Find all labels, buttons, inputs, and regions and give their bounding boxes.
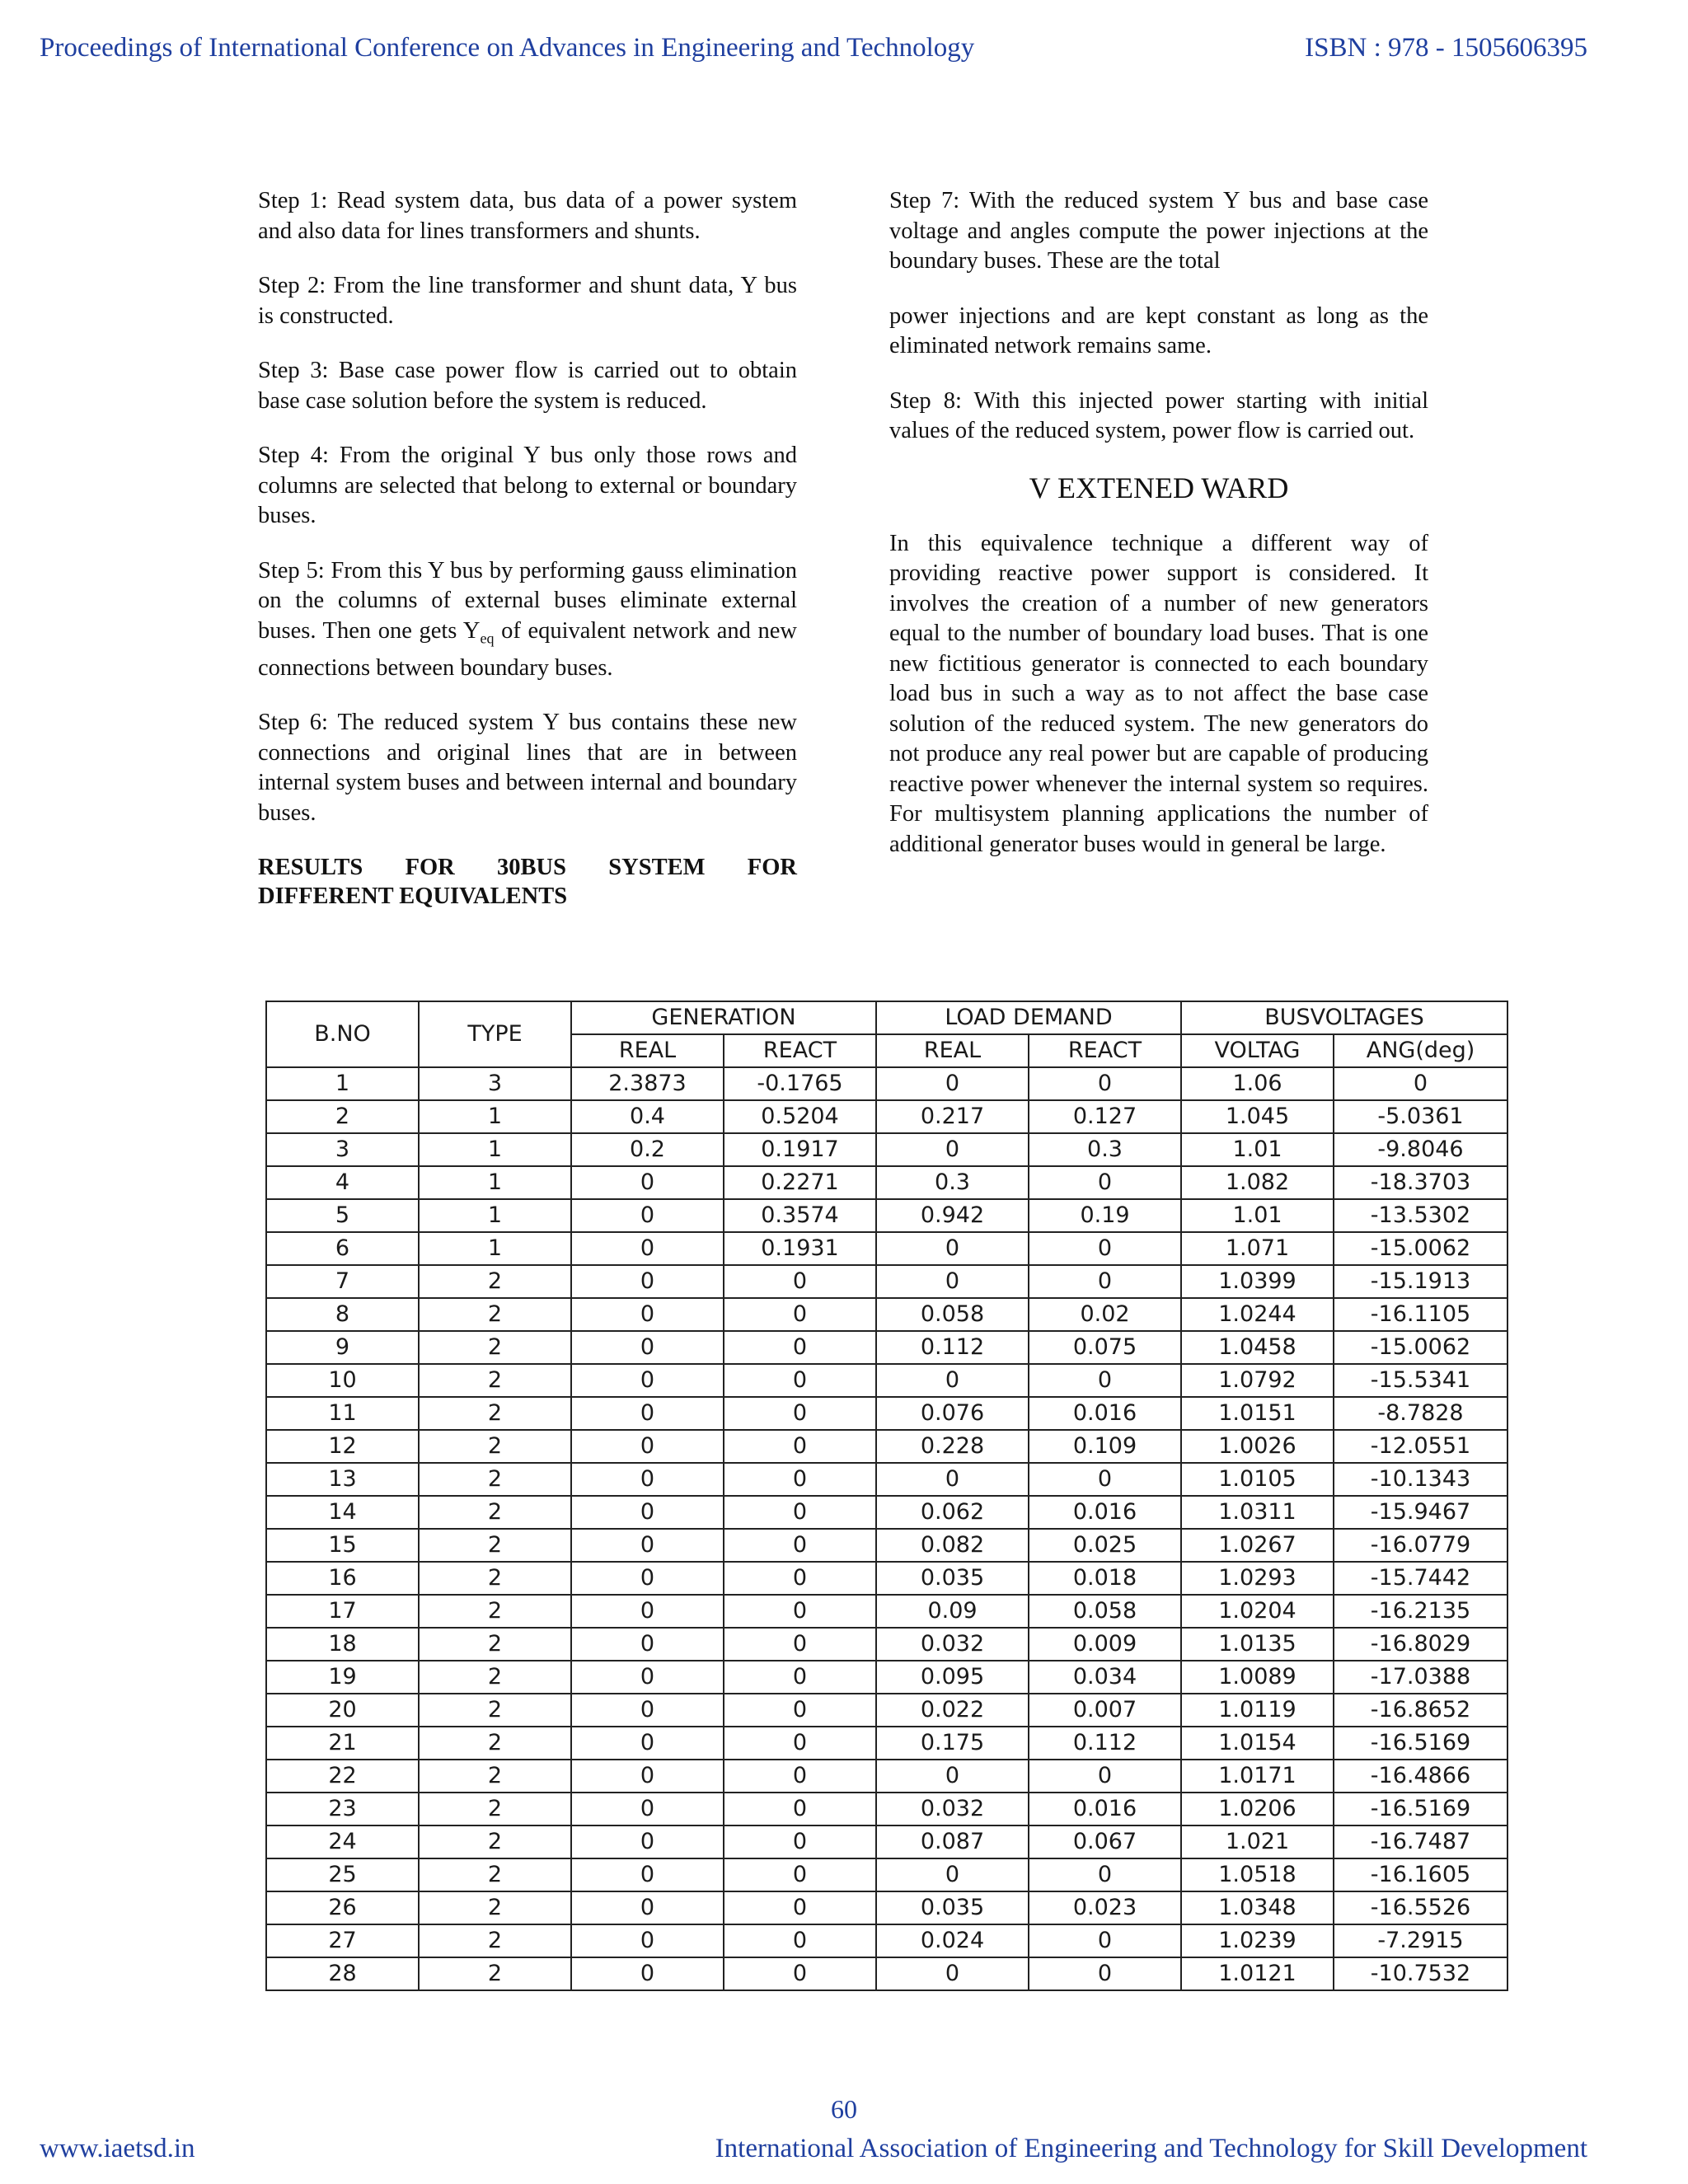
cell-load-real: 0.024 [876, 1924, 1029, 1957]
cell-gen-react: 0 [724, 1957, 876, 1990]
section-body: In this equivalence technique a different way of providing reactive power support is considered. It involves the creation of a number of new generators equal to the number of boundary load buses. That is one new fictitious generator is connected to each boundary load bus in such a way as to not affect the base case solution of the reduced system. The new generators do not produce any real power but are capable of producing reactive power whenever the internal system so requires. For multisystem planning applications the number of additional generator buses would in general be large. [889, 530, 1428, 857]
cell-load-real: 0 [876, 1463, 1029, 1496]
table-body [266, 1067, 1507, 1990]
left-column [258, 186, 797, 911]
cell-load-react: 0 [1029, 1166, 1181, 1199]
cell-bus-no: 20 [266, 1694, 419, 1727]
results-word: SYSTEM [608, 855, 706, 881]
cell-angle: -15.0062 [1334, 1232, 1507, 1265]
cell-gen-real: 0 [571, 1463, 724, 1496]
cell-angle: -15.9467 [1334, 1496, 1507, 1529]
table-row [266, 1100, 1507, 1133]
cell-voltage: 1.0119 [1181, 1694, 1334, 1727]
cell-gen-react: 0 [724, 1595, 876, 1628]
cell-load-real: 0 [876, 1957, 1029, 1990]
footer-website-link[interactable]: www.iaetsd.in [40, 2134, 195, 2163]
cell-bus-no: 23 [266, 1793, 419, 1825]
cell-type: 2 [419, 1364, 571, 1397]
cell-gen-real: 0 [571, 1364, 724, 1397]
table-row [266, 1067, 1507, 1100]
cell-type: 2 [419, 1825, 571, 1858]
step-5-text-a: Step 5: From this Y bus by performing gauss elimination on the columns of external buses eliminate external buses. Then one gets Y [258, 557, 797, 644]
cell-gen-react: 0 [724, 1562, 876, 1595]
cell-load-react: 0.023 [1029, 1891, 1181, 1924]
cell-angle: -9.8046 [1334, 1133, 1507, 1166]
cell-load-react: 0.112 [1029, 1727, 1181, 1760]
cell-load-react: 0.025 [1029, 1529, 1181, 1562]
cell-gen-react: 0.3574 [724, 1199, 876, 1232]
cell-load-real: 0 [876, 1858, 1029, 1891]
cell-bus-no: 21 [266, 1727, 419, 1760]
cell-voltage: 1.082 [1181, 1166, 1334, 1199]
cell-bus-no: 10 [266, 1364, 419, 1397]
cell-gen-real: 0 [571, 1727, 724, 1760]
cell-bus-no: 8 [266, 1298, 419, 1331]
cell-gen-react: 0.5204 [724, 1100, 876, 1133]
cell-bus-no: 13 [266, 1463, 419, 1496]
cell-voltage: 1.0151 [1181, 1397, 1334, 1430]
cell-load-real: 0.228 [876, 1430, 1029, 1463]
table-row [266, 1628, 1507, 1661]
table-row [266, 1562, 1507, 1595]
cell-load-react: 0 [1029, 1858, 1181, 1891]
cell-gen-real: 0 [571, 1496, 724, 1529]
table-row [266, 1529, 1507, 1562]
cell-angle: -8.7828 [1334, 1397, 1507, 1430]
cell-load-react: 0.034 [1029, 1661, 1181, 1694]
cell-gen-react: 0 [724, 1858, 876, 1891]
cell-gen-real: 0.4 [571, 1100, 724, 1133]
cell-gen-react: 0 [724, 1397, 876, 1430]
cell-voltage: 1.0154 [1181, 1727, 1334, 1760]
cell-type: 2 [419, 1331, 571, 1364]
table-row [266, 1891, 1507, 1924]
cell-load-real: 0.035 [876, 1562, 1029, 1595]
cell-angle: -15.5341 [1334, 1364, 1507, 1397]
cell-load-real: 0.032 [876, 1628, 1029, 1661]
cell-angle: -18.3703 [1334, 1166, 1507, 1199]
cell-angle: -16.8652 [1334, 1694, 1507, 1727]
header-bus-voltages: BUSVOLTAGES [1181, 1001, 1507, 1034]
cell-angle: -16.5526 [1334, 1891, 1507, 1924]
header-type: TYPE [419, 1001, 571, 1067]
subheader-gen-react: REACT [724, 1034, 876, 1067]
cell-gen-react: 0 [724, 1628, 876, 1661]
cell-load-real: 0.217 [876, 1100, 1029, 1133]
cell-load-react: 0.016 [1029, 1496, 1181, 1529]
cell-type: 2 [419, 1628, 571, 1661]
cell-load-react: 0 [1029, 1760, 1181, 1793]
cell-load-real: 0 [876, 1265, 1029, 1298]
cell-type: 1 [419, 1166, 571, 1199]
cell-load-react: 0.19 [1029, 1199, 1181, 1232]
cell-load-react: 0.016 [1029, 1397, 1181, 1430]
cell-voltage: 1.0239 [1181, 1924, 1334, 1957]
header-bno: B.NO [266, 1001, 419, 1067]
cell-type: 2 [419, 1298, 571, 1331]
cell-load-real: 0.032 [876, 1793, 1029, 1825]
table-row [266, 1858, 1507, 1891]
table-row [266, 1397, 1507, 1430]
cell-gen-real: 0 [571, 1595, 724, 1628]
cell-voltage: 1.0399 [1181, 1265, 1334, 1298]
cell-voltage: 1.0206 [1181, 1793, 1334, 1825]
cell-angle: -16.1105 [1334, 1298, 1507, 1331]
cell-type: 2 [419, 1496, 571, 1529]
step-5-subscript: eq [480, 630, 495, 647]
results-heading-line1 [258, 853, 797, 882]
cell-voltage: 1.0293 [1181, 1562, 1334, 1595]
cell-angle: -16.5169 [1334, 1793, 1507, 1825]
cell-angle: -16.2135 [1334, 1595, 1507, 1628]
cell-gen-real: 0 [571, 1858, 724, 1891]
cell-load-real: 0.09 [876, 1595, 1029, 1628]
cell-type: 2 [419, 1463, 571, 1496]
results-word: RESULTS [258, 855, 363, 881]
cell-angle: -16.4866 [1334, 1760, 1507, 1793]
cell-load-real: 0 [876, 1067, 1029, 1100]
cell-load-real: 0.082 [876, 1529, 1029, 1562]
cell-angle: -10.7532 [1334, 1957, 1507, 1990]
cell-gen-real: 0 [571, 1265, 724, 1298]
table-row [266, 1924, 1507, 1957]
cell-voltage: 1.0458 [1181, 1331, 1334, 1364]
cell-load-real: 0 [876, 1133, 1029, 1166]
cell-angle: -7.2915 [1334, 1924, 1507, 1957]
cell-load-react: 0.075 [1029, 1331, 1181, 1364]
cell-gen-react: 0.2271 [724, 1166, 876, 1199]
cell-load-react: 0.007 [1029, 1694, 1181, 1727]
cell-load-react: 0 [1029, 1265, 1181, 1298]
cell-angle: -15.1913 [1334, 1265, 1507, 1298]
cell-type: 1 [419, 1232, 571, 1265]
cell-gen-real: 0 [571, 1957, 724, 1990]
cell-gen-real: 0 [571, 1562, 724, 1595]
table-row [266, 1727, 1507, 1760]
results-heading [258, 853, 797, 911]
results-word: FOR [747, 855, 797, 881]
cell-angle: -15.0062 [1334, 1331, 1507, 1364]
cell-bus-no: 17 [266, 1595, 419, 1628]
page-number: 60 [831, 2094, 857, 2124]
results-table [265, 1001, 1508, 1991]
cell-load-react: 0.067 [1029, 1825, 1181, 1858]
table-header-row [266, 1001, 1507, 1034]
cell-voltage: 1.021 [1181, 1825, 1334, 1858]
table-row [266, 1463, 1507, 1496]
cell-angle: -12.0551 [1334, 1430, 1507, 1463]
cell-bus-no: 12 [266, 1430, 419, 1463]
cell-gen-react: 0 [724, 1331, 876, 1364]
results-word: 30BUS [497, 855, 566, 881]
cell-angle: -15.7442 [1334, 1562, 1507, 1595]
cell-gen-react: 0 [724, 1430, 876, 1463]
cell-type: 1 [419, 1100, 571, 1133]
table-row [266, 1957, 1507, 1990]
cell-type: 2 [419, 1760, 571, 1793]
cell-gen-real: 0 [571, 1924, 724, 1957]
cell-type: 2 [419, 1265, 571, 1298]
step-5-text-b: of equivalent network and new connections between boundary buses. [258, 617, 797, 681]
cell-gen-real: 0 [571, 1430, 724, 1463]
cell-gen-real: 0 [571, 1628, 724, 1661]
table-row [266, 1793, 1507, 1825]
cell-load-react: 0.3 [1029, 1133, 1181, 1166]
table-row [266, 1199, 1507, 1232]
cell-bus-no: 9 [266, 1331, 419, 1364]
cell-gen-react: 0 [724, 1825, 876, 1858]
step-7b: power injections and are kept constant as long as the eliminated network remains same. [889, 302, 1428, 359]
cell-bus-no: 5 [266, 1199, 419, 1232]
cell-voltage: 1.0204 [1181, 1595, 1334, 1628]
cell-voltage: 1.06 [1181, 1067, 1334, 1100]
cell-type: 2 [419, 1891, 571, 1924]
footer-organization: International Association of Engineering and Technology for Skill Development [715, 2134, 1587, 2163]
cell-voltage: 1.0171 [1181, 1760, 1334, 1793]
table-row [266, 1232, 1507, 1265]
cell-load-real: 0.112 [876, 1331, 1029, 1364]
subheader-angle: ANG(deg) [1334, 1034, 1507, 1067]
cell-bus-no: 16 [266, 1562, 419, 1595]
cell-load-real: 0 [876, 1232, 1029, 1265]
cell-type: 2 [419, 1957, 571, 1990]
cell-gen-real: 0 [571, 1891, 724, 1924]
step-7a: Step 7: With the reduced system Y bus and base case voltage and angles compute the power injections at the boundary buses. These are the total [889, 188, 1428, 274]
cell-load-react: 0.109 [1029, 1430, 1181, 1463]
cell-gen-react: 0.1931 [724, 1232, 876, 1265]
cell-angle: -10.1343 [1334, 1463, 1507, 1496]
results-word: FOR [405, 855, 455, 881]
cell-load-react: 0.02 [1029, 1298, 1181, 1331]
step-1: Step 1: Read system data, bus data of a power system and also data for lines transformers and shunts. [258, 188, 797, 244]
cell-bus-no: 22 [266, 1760, 419, 1793]
cell-gen-real: 0 [571, 1529, 724, 1562]
cell-voltage: 1.0348 [1181, 1891, 1334, 1924]
table-row [266, 1825, 1507, 1858]
cell-voltage: 1.0311 [1181, 1496, 1334, 1529]
cell-angle: -16.8029 [1334, 1628, 1507, 1661]
cell-gen-real: 0 [571, 1232, 724, 1265]
cell-type: 2 [419, 1727, 571, 1760]
table-row [266, 1364, 1507, 1397]
cell-gen-react: 0 [724, 1496, 876, 1529]
cell-voltage: 1.0089 [1181, 1661, 1334, 1694]
cell-load-react: 0 [1029, 1924, 1181, 1957]
cell-gen-real: 0 [571, 1825, 724, 1858]
cell-gen-react: 0 [724, 1727, 876, 1760]
cell-gen-real: 0 [571, 1331, 724, 1364]
cell-voltage: 1.0244 [1181, 1298, 1334, 1331]
cell-load-real: 0.942 [876, 1199, 1029, 1232]
cell-type: 3 [419, 1067, 571, 1100]
subheader-load-react: REACT [1029, 1034, 1181, 1067]
cell-gen-react: 0 [724, 1463, 876, 1496]
cell-bus-no: 18 [266, 1628, 419, 1661]
cell-gen-real: 0.2 [571, 1133, 724, 1166]
cell-load-real: 0.175 [876, 1727, 1029, 1760]
cell-load-real: 0.095 [876, 1661, 1029, 1694]
cell-type: 1 [419, 1133, 571, 1166]
cell-type: 2 [419, 1430, 571, 1463]
cell-type: 1 [419, 1199, 571, 1232]
table-row [266, 1661, 1507, 1694]
cell-gen-react: 0 [724, 1364, 876, 1397]
cell-gen-real: 0 [571, 1694, 724, 1727]
step-6: Step 6: The reduced system Y bus contains these new connections and original lines that are in between internal system buses and between internal and boundary buses. [258, 710, 797, 826]
cell-angle: -5.0361 [1334, 1100, 1507, 1133]
cell-gen-react: 0 [724, 1924, 876, 1957]
cell-bus-no: 27 [266, 1924, 419, 1957]
results-heading-line2: DIFFERENT EQUIVALENTS [258, 883, 568, 910]
cell-type: 2 [419, 1397, 571, 1430]
cell-angle: -13.5302 [1334, 1199, 1507, 1232]
cell-load-react: 0 [1029, 1463, 1181, 1496]
cell-gen-react: 0 [724, 1891, 876, 1924]
cell-bus-no: 25 [266, 1858, 419, 1891]
cell-gen-real: 0 [571, 1760, 724, 1793]
cell-bus-no: 14 [266, 1496, 419, 1529]
table-row [266, 1331, 1507, 1364]
cell-type: 2 [419, 1595, 571, 1628]
cell-load-react: 0.018 [1029, 1562, 1181, 1595]
cell-bus-no: 19 [266, 1661, 419, 1694]
table-row [266, 1166, 1507, 1199]
cell-load-real: 0.022 [876, 1694, 1029, 1727]
cell-load-real: 0.062 [876, 1496, 1029, 1529]
cell-type: 2 [419, 1661, 571, 1694]
cell-angle: -16.5169 [1334, 1727, 1507, 1760]
cell-load-react: 0.127 [1029, 1100, 1181, 1133]
table-row [266, 1694, 1507, 1727]
cell-gen-react: 0 [724, 1529, 876, 1562]
right-column [889, 186, 1428, 884]
cell-load-real: 0.3 [876, 1166, 1029, 1199]
cell-voltage: 1.01 [1181, 1133, 1334, 1166]
cell-voltage: 1.0105 [1181, 1463, 1334, 1496]
step-5 [258, 556, 797, 684]
cell-angle: -16.0779 [1334, 1529, 1507, 1562]
cell-gen-real: 0 [571, 1397, 724, 1430]
cell-bus-no: 15 [266, 1529, 419, 1562]
header-title: Proceedings of International Conference on Advances in Engineering and Technology [40, 33, 975, 63]
table-row [266, 1133, 1507, 1166]
cell-bus-no: 26 [266, 1891, 419, 1924]
subheader-voltage: VOLTAG [1181, 1034, 1334, 1067]
cell-gen-react: 0.1917 [724, 1133, 876, 1166]
table-row [266, 1430, 1507, 1463]
cell-gen-real: 2.3873 [571, 1067, 724, 1100]
table-row [266, 1595, 1507, 1628]
cell-bus-no: 7 [266, 1265, 419, 1298]
cell-bus-no: 28 [266, 1957, 419, 1990]
cell-voltage: 1.01 [1181, 1199, 1334, 1232]
cell-bus-no: 6 [266, 1232, 419, 1265]
header-load-demand: LOAD DEMAND [876, 1001, 1181, 1034]
cell-load-react: 0 [1029, 1364, 1181, 1397]
cell-bus-no: 24 [266, 1825, 419, 1858]
cell-type: 2 [419, 1858, 571, 1891]
cell-bus-no: 11 [266, 1397, 419, 1430]
cell-voltage: 1.071 [1181, 1232, 1334, 1265]
cell-load-react: 0 [1029, 1957, 1181, 1990]
cell-gen-real: 0 [571, 1793, 724, 1825]
cell-load-real: 0.035 [876, 1891, 1029, 1924]
cell-load-react: 0.058 [1029, 1595, 1181, 1628]
step-2: Step 2: From the line transformer and shunt data, Y bus is constructed. [258, 273, 797, 329]
section-title: V EXTENED WARD [1029, 471, 1289, 504]
cell-gen-react: 0 [724, 1298, 876, 1331]
cell-gen-real: 0 [571, 1661, 724, 1694]
cell-angle: -16.7487 [1334, 1825, 1507, 1858]
cell-load-real: 0 [876, 1760, 1029, 1793]
cell-angle: -16.1605 [1334, 1858, 1507, 1891]
cell-gen-real: 0 [571, 1199, 724, 1232]
cell-load-react: 0.016 [1029, 1793, 1181, 1825]
cell-voltage: 1.0026 [1181, 1430, 1334, 1463]
cell-bus-no: 4 [266, 1166, 419, 1199]
cell-bus-no: 2 [266, 1100, 419, 1133]
cell-angle: 0 [1334, 1067, 1507, 1100]
cell-voltage: 1.045 [1181, 1100, 1334, 1133]
step-3: Step 3: Base case power flow is carried out to obtain base case solution before the system is reduced. [258, 358, 797, 414]
cell-gen-react: 0 [724, 1661, 876, 1694]
subheader-gen-real: REAL [571, 1034, 724, 1067]
cell-type: 2 [419, 1793, 571, 1825]
subheader-load-real: REAL [876, 1034, 1029, 1067]
cell-voltage: 1.0518 [1181, 1858, 1334, 1891]
table-row [266, 1265, 1507, 1298]
table-row [266, 1298, 1507, 1331]
cell-gen-react: 0 [724, 1760, 876, 1793]
cell-bus-no: 1 [266, 1067, 419, 1100]
header-isbn: ISBN : 978 - 1505606395 [1305, 33, 1587, 63]
cell-gen-real: 0 [571, 1166, 724, 1199]
cell-load-react: 0.009 [1029, 1628, 1181, 1661]
cell-gen-react: -0.1765 [724, 1067, 876, 1100]
step-8: Step 8: With this injected power starting with initial values of the reduced system, power flow is carried out. [889, 387, 1428, 443]
table-row [266, 1760, 1507, 1793]
cell-load-react: 0 [1029, 1067, 1181, 1100]
cell-load-real: 0.076 [876, 1397, 1029, 1430]
cell-load-real: 0.058 [876, 1298, 1029, 1331]
cell-load-real: 0 [876, 1364, 1029, 1397]
cell-type: 2 [419, 1529, 571, 1562]
header-generation: GENERATION [571, 1001, 876, 1034]
cell-type: 2 [419, 1694, 571, 1727]
table-row [266, 1496, 1507, 1529]
cell-bus-no: 3 [266, 1133, 419, 1166]
cell-gen-react: 0 [724, 1694, 876, 1727]
cell-voltage: 1.0792 [1181, 1364, 1334, 1397]
cell-gen-react: 0 [724, 1793, 876, 1825]
cell-angle: -17.0388 [1334, 1661, 1507, 1694]
cell-type: 2 [419, 1924, 571, 1957]
step-4: Step 4: From the original Y bus only those rows and columns are selected that belong to external or boundary buses. [258, 443, 797, 528]
cell-gen-real: 0 [571, 1298, 724, 1331]
cell-load-real: 0.087 [876, 1825, 1029, 1858]
cell-voltage: 1.0267 [1181, 1529, 1334, 1562]
cell-voltage: 1.0135 [1181, 1628, 1334, 1661]
cell-voltage: 1.0121 [1181, 1957, 1334, 1990]
cell-load-react: 0 [1029, 1232, 1181, 1265]
cell-gen-react: 0 [724, 1265, 876, 1298]
cell-type: 2 [419, 1562, 571, 1595]
